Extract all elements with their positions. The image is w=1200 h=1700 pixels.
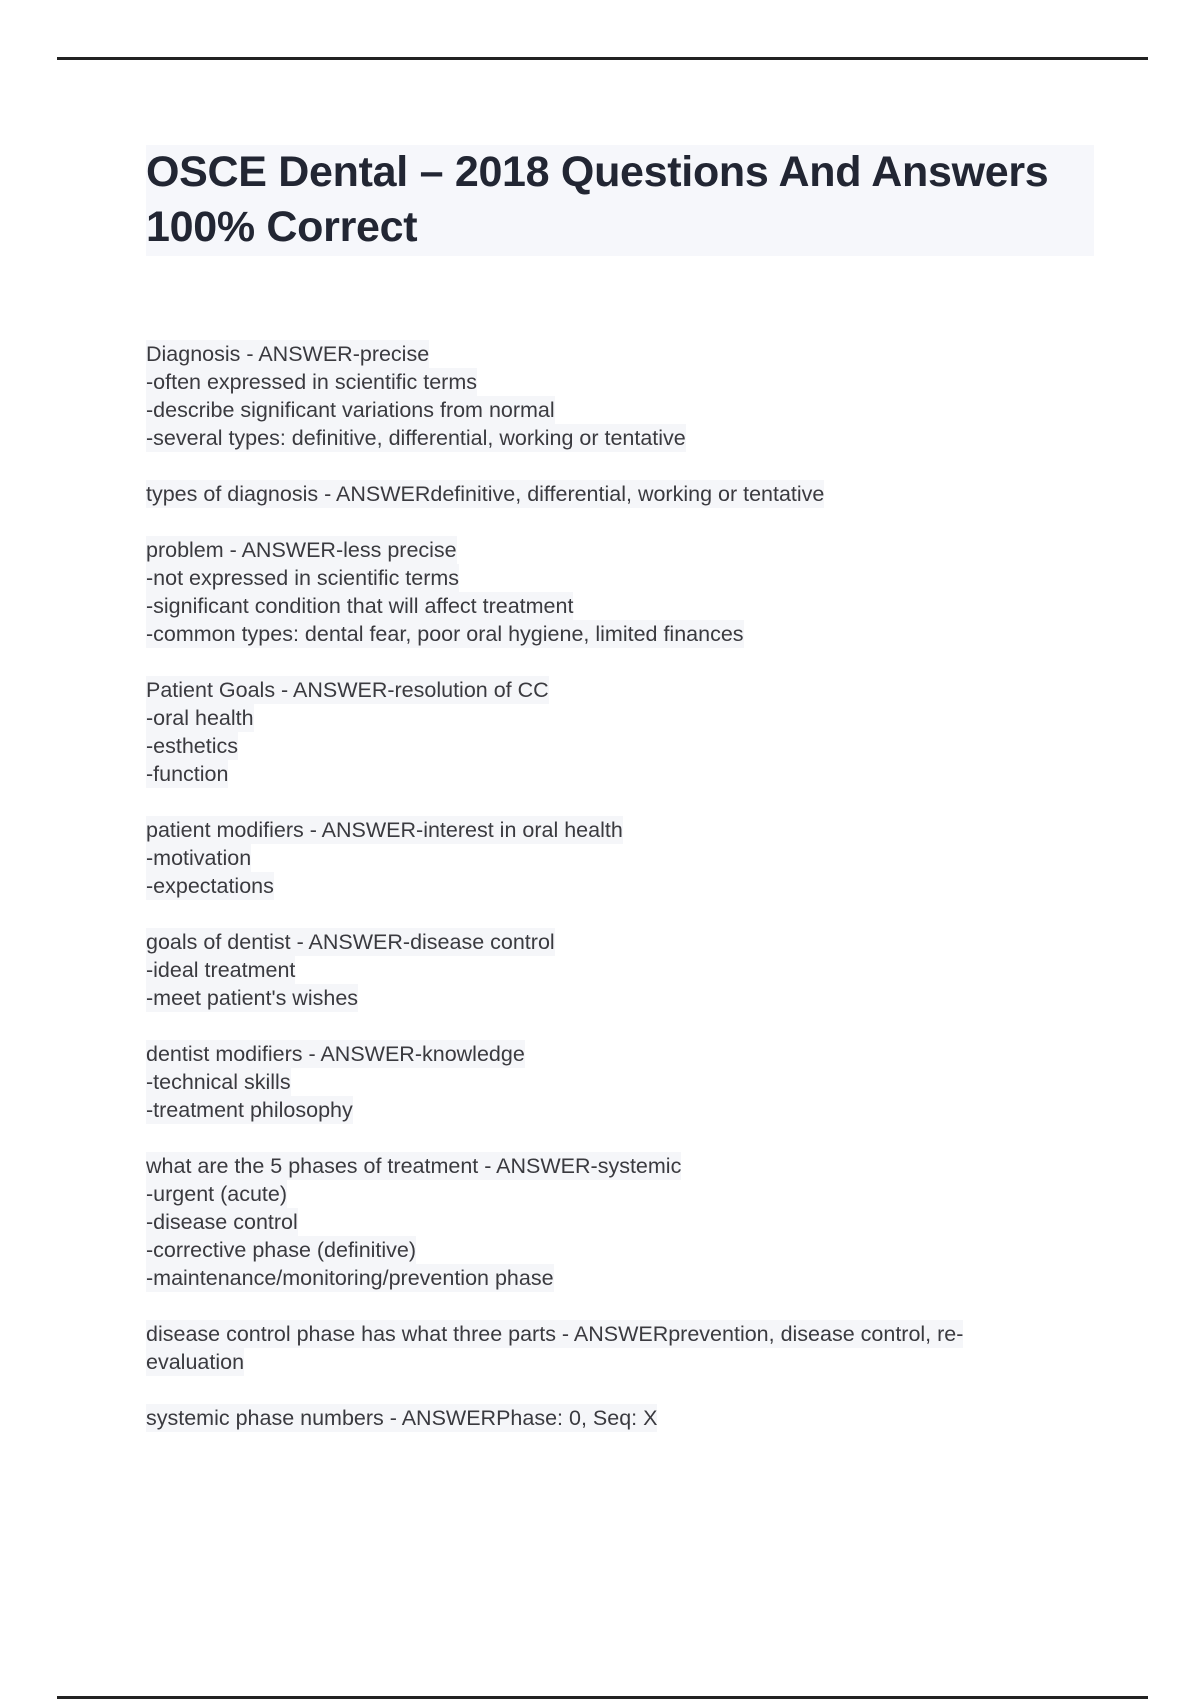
footer-rule: [57, 1696, 1148, 1699]
qa-answer-line: -meet patient's wishes: [146, 986, 359, 1010]
qa-item: [146, 1040, 1096, 1124]
qa-answer-line: -not expressed in scientific terms: [146, 566, 460, 590]
qa-answer-line: -urgent (acute): [146, 1182, 288, 1206]
qa-list: [146, 340, 1096, 1460]
qa-item: [146, 928, 1096, 1012]
qa-item: [146, 1320, 1096, 1376]
qa-question-line: goals of dentist - ANSWER-disease control: [146, 930, 555, 954]
qa-question-line: Diagnosis - ANSWER-precise: [146, 342, 430, 366]
qa-answer-line: -expectations: [146, 874, 274, 898]
qa-answer-line: -motivation: [146, 846, 252, 870]
qa-question-line: dentist modifiers - ANSWER-knowledge: [146, 1042, 525, 1066]
qa-answer-line: -ideal treatment: [146, 958, 296, 982]
qa-question-line: what are the 5 phases of treatment - ANSWER-systemic: [146, 1154, 682, 1178]
qa-item: [146, 480, 1096, 508]
header-rule: [57, 57, 1148, 60]
qa-item: [146, 340, 1096, 452]
qa-item: [146, 1404, 1096, 1432]
qa-answer-line: -oral health: [146, 706, 254, 730]
qa-question-line: problem - ANSWER-less precise: [146, 538, 457, 562]
qa-answer-line: -describe significant variations from normal: [146, 398, 555, 422]
document-title: OSCE Dental – 2018 Questions And Answers 100% Correct: [146, 145, 1094, 256]
qa-answer-line: -common types: dental fear, poor oral hygiene, limited finances: [146, 622, 744, 646]
qa-answer-line: -treatment philosophy: [146, 1098, 353, 1122]
qa-answer-line: -several types: definitive, differential, working or tentative: [146, 426, 686, 450]
qa-question-line: types of diagnosis - ANSWERdefinitive, differential, working or tentative: [146, 482, 825, 506]
qa-answer-line: -function: [146, 762, 229, 786]
qa-question-line: patient modifiers - ANSWER-interest in oral health: [146, 818, 623, 842]
qa-item: [146, 536, 1096, 648]
qa-answer-line: evaluation: [146, 1350, 245, 1374]
qa-question-line: systemic phase numbers - ANSWERPhase: 0, Seq: X: [146, 1406, 658, 1430]
qa-answer-line: -often expressed in scientific terms: [146, 370, 477, 394]
qa-item: [146, 676, 1096, 788]
qa-item: [146, 816, 1096, 900]
qa-answer-line: -significant condition that will affect treatment: [146, 594, 574, 618]
qa-answer-line: -esthetics: [146, 734, 239, 758]
qa-answer-line: -disease control: [146, 1210, 298, 1234]
qa-question-line: Patient Goals - ANSWER-resolution of CC: [146, 678, 549, 702]
qa-answer-line: -technical skills: [146, 1070, 291, 1094]
qa-item: [146, 1152, 1096, 1292]
qa-answer-line: -maintenance/monitoring/prevention phase: [146, 1266, 554, 1290]
qa-answer-line: -corrective phase (definitive): [146, 1238, 417, 1262]
qa-question-line: disease control phase has what three parts - ANSWERprevention, disease control, re-: [146, 1322, 964, 1346]
